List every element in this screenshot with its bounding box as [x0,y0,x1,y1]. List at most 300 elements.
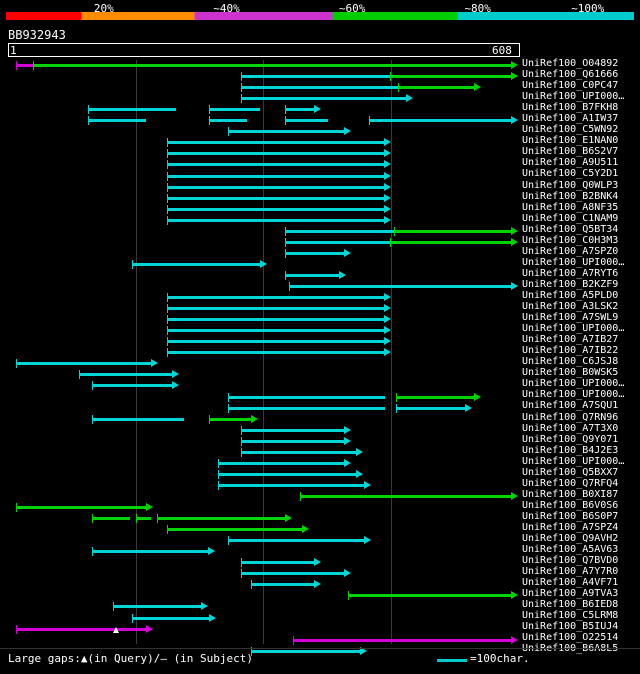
alignment-row[interactable] [8,635,518,646]
query-ruler [8,43,520,57]
segment-start-tick [113,602,114,611]
hit-label[interactable]: UniRef100_Q7RFQ4 [522,477,619,489]
segment-start-tick [369,116,370,125]
direction-arrow [384,172,391,180]
direction-arrow [384,326,391,334]
alignment-segment [88,119,147,122]
hit-label[interactable]: UniRef100_B0WSK5 [522,367,619,379]
hit-label[interactable]: UniRef100_C0PC47 [522,80,619,92]
alignment-segment [218,473,356,476]
alignment-row[interactable] [8,568,518,579]
segment-start-tick [209,116,210,125]
alignment-segment [167,351,383,354]
hit-label[interactable]: UniRef100_Q61666 [522,69,619,81]
direction-arrow [314,580,321,588]
direction-arrow [384,183,391,191]
hit-label[interactable]: UniRef100_A9TVA3 [522,588,619,600]
segment-start-tick [167,293,168,302]
legend-tick-label: ~100% [571,2,605,15]
hit-label[interactable]: UniRef100_C5WN92 [522,124,619,136]
alignment-row[interactable] [8,601,518,612]
direction-arrow [344,426,351,434]
segment-start-tick [92,514,93,523]
direction-arrow [511,116,518,124]
hit-label[interactable]: UniRef100_O22514 [522,632,619,644]
direction-arrow [465,404,472,412]
segment-start-tick [33,61,34,70]
hit-label[interactable]: UniRef100_UPI000… [522,323,625,335]
hit-label[interactable]: UniRef100_C0H3M3 [522,234,619,246]
direction-arrow [384,205,391,213]
direction-arrow [384,216,391,224]
hit-label[interactable]: UniRef100_Q5BT34 [522,223,619,235]
direction-arrow [314,105,321,113]
alignment-row[interactable] [8,303,518,314]
alignment-row[interactable] [8,414,518,425]
hit-label[interactable]: UniRef100_A4VF71 [522,577,619,589]
hit-label[interactable]: UniRef100_E1NAN0 [522,135,619,147]
direction-arrow [511,61,518,69]
alignment-row[interactable] [8,292,518,303]
alignment-row[interactable] [8,171,518,182]
direction-arrow [384,293,391,301]
alignment-segment [167,175,383,178]
query-gap-marker [113,627,119,633]
alignment-row[interactable] [8,270,518,281]
alignment-segment [285,252,344,255]
hit-label[interactable]: UniRef100_UPI000… [522,455,625,467]
alignment-segment [398,86,473,89]
segment-start-tick [348,591,349,600]
footer [0,648,640,674]
alignment-segment [369,119,512,122]
alignment-row[interactable] [8,491,518,502]
segment-start-tick [16,359,17,368]
hit-label[interactable]: UniRef100_B2KZF9 [522,278,619,290]
direction-arrow [384,194,391,202]
segment-start-tick [218,459,219,468]
direction-arrow [384,160,391,168]
hit-label[interactable]: UniRef100_B2BNK4 [522,190,619,202]
hit-label[interactable]: UniRef100_B6IED8 [522,599,619,611]
alignment-row[interactable] [8,82,518,93]
alignment-segment [348,594,512,597]
query-id: BB932943 [8,28,66,42]
direction-arrow [208,547,215,555]
alignment-row[interactable] [8,237,518,248]
alignment-segment [92,384,172,387]
segment-start-tick [241,83,242,92]
segment-start-tick [167,183,168,192]
hit-label[interactable]: UniRef100_B6S2V7 [522,146,619,158]
hit-label[interactable]: UniRef100_A7SPZ0 [522,245,619,257]
legend-tick-label: 20% [93,2,114,15]
alignment-segment [241,440,343,443]
alignment-segment [209,119,247,122]
segment-start-tick [218,481,219,490]
hit-label[interactable]: UniRef100_A7IB27 [522,334,619,346]
alignment-row[interactable] [8,447,518,458]
alignment-segment [167,141,383,144]
alignment-segment [209,108,259,111]
hit-label[interactable]: UniRef100_C1NAM9 [522,212,619,224]
alignment-row[interactable] [8,380,518,391]
alignment-row[interactable] [8,314,518,325]
direction-arrow [172,381,179,389]
alignment-segment [228,407,386,410]
hit-label[interactable]: UniRef100_A7SWL9 [522,312,619,324]
alignment-segment [241,429,343,432]
segment-start-tick [228,393,229,402]
alignment-row[interactable] [8,325,518,336]
query-start-label: 1 [10,44,17,57]
direction-arrow [511,282,518,290]
segment-start-tick [167,337,168,346]
hit-label[interactable]: UniRef100_A1IW37 [522,113,619,125]
segment-start-tick [167,149,168,158]
alignment-row[interactable] [8,248,518,259]
alignment-segment [241,86,398,89]
segment-start-tick [390,72,391,81]
alignment-segment [167,197,383,200]
hit-label[interactable]: UniRef100_A7IB22 [522,345,619,357]
alignment-row[interactable] [8,215,518,226]
segment-start-tick [394,227,395,236]
direction-arrow [384,138,391,146]
segment-start-tick [241,569,242,578]
hit-label-column [522,58,640,655]
alignment-segment [209,418,251,421]
segment-start-tick [167,205,168,214]
alignment-segment [167,219,383,222]
alignment-row[interactable] [8,535,518,546]
alignment-row[interactable] [8,392,518,403]
alignment-row[interactable] [8,469,518,480]
alignment-row[interactable] [8,60,518,71]
hit-label[interactable]: UniRef100_Q9AVH2 [522,533,619,545]
direction-arrow [344,437,351,445]
alignment-segment [132,263,260,266]
hit-label[interactable]: UniRef100_A7SPZ4 [522,521,619,533]
direction-arrow [201,602,208,610]
alignment-row[interactable] [8,259,518,270]
direction-arrow [356,448,363,456]
segment-start-tick [167,326,168,335]
direction-arrow [344,569,351,577]
hit-label[interactable]: UniRef100_B6S0P7 [522,510,619,522]
alignment-segment [289,285,511,288]
hit-label[interactable]: UniRef100_B0XI87 [522,488,619,500]
direction-arrow [384,348,391,356]
alignment-segment [167,186,383,189]
segment-start-tick [209,105,210,114]
alignment-segment [16,506,146,509]
hit-label[interactable]: UniRef100_UPI000… [522,378,625,390]
alignment-row[interactable] [8,369,518,380]
alignment-segment [285,274,340,277]
hit-label[interactable]: UniRef100_Q7BVD0 [522,555,619,567]
direction-arrow [146,503,153,511]
segment-start-tick [167,525,168,534]
hit-label[interactable]: UniRef100_A8NF35 [522,201,619,213]
alignment-segment [285,108,314,111]
hit-label[interactable]: UniRef100_Q9Y071 [522,433,619,445]
segment-start-tick [241,558,242,567]
alignment-segment [228,396,386,399]
segment-start-tick [92,547,93,556]
alignment-row[interactable] [8,204,518,215]
segment-start-tick [167,348,168,357]
direction-arrow [356,470,363,478]
segment-start-tick [92,381,93,390]
segment-start-tick [241,437,242,446]
direction-arrow [344,459,351,467]
alignment-segment [285,119,329,122]
direction-arrow [344,249,351,257]
segment-start-tick [228,404,229,413]
alignment-segment [136,517,151,520]
alignment-row[interactable] [8,336,518,347]
segment-start-tick [88,105,89,114]
direction-arrow [511,636,518,644]
hit-label[interactable]: UniRef100_C6JSJ8 [522,356,619,368]
alignment-segment [300,495,511,498]
legend-tick-label: ~40% [213,2,240,15]
direction-arrow [511,591,518,599]
segment-start-tick [92,415,93,424]
hit-label[interactable]: UniRef100_A7T3X0 [522,422,619,434]
alignment-segment [390,241,512,244]
alignment-segment [390,75,512,78]
segment-start-tick [396,393,397,402]
segment-start-tick [132,260,133,269]
alignment-segment [394,230,511,233]
hit-label[interactable]: UniRef100_B7FKH8 [522,102,619,114]
alignment-row[interactable] [8,182,518,193]
hit-label[interactable]: UniRef100_A3LSK2 [522,301,619,313]
alignment-row[interactable] [8,524,518,535]
segment-start-tick [16,503,17,512]
alignment-row[interactable] [8,347,518,358]
segment-start-tick [16,61,17,70]
scale-bar [437,659,467,662]
alignment-segment [167,528,301,531]
direction-arrow [384,149,391,157]
alignment-segment [228,130,344,133]
alignment-row[interactable] [8,226,518,237]
alignment-row[interactable] [8,115,518,126]
alignment-row[interactable] [8,71,518,82]
alignment-segment [33,64,511,67]
alignment-segment [241,572,343,575]
segment-start-tick [396,404,397,413]
hit-label[interactable]: UniRef100_A7SQU1 [522,400,619,412]
segment-start-tick [285,116,286,125]
alignment-segment [285,241,390,244]
hit-label[interactable]: UniRef100_UPI000… [522,389,625,401]
direction-arrow [314,558,321,566]
segment-start-tick [88,116,89,125]
segment-start-tick [167,315,168,324]
alignment-segment [167,340,383,343]
direction-arrow [260,260,267,268]
direction-arrow [384,337,391,345]
alignment-segment [167,208,383,211]
alignment-segment [16,64,33,67]
hit-label[interactable]: UniRef100_A5AV63 [522,544,619,556]
direction-arrow [172,370,179,378]
alignment-segment [113,605,201,608]
direction-arrow [344,127,351,135]
segment-start-tick [285,227,286,236]
hit-label[interactable]: UniRef100_B5IUJ4 [522,621,619,633]
segment-start-tick [241,448,242,457]
direction-arrow [364,481,371,489]
alignment-row[interactable] [8,624,518,635]
alignment-segment [92,517,130,520]
alignment-row[interactable] [8,613,518,624]
alignment-segment [218,462,344,465]
alignment-segment [167,329,383,332]
direction-arrow [474,393,481,401]
segment-start-tick [289,282,290,291]
direction-arrow [384,304,391,312]
alignment-row[interactable] [8,513,518,524]
hit-label[interactable]: UniRef100_Q7RN96 [522,411,619,423]
hit-label[interactable]: UniRef100_B6V0S6 [522,499,619,511]
alignment-segment [16,362,150,365]
alignment-segment [167,163,383,166]
footer-divider [0,648,640,649]
segment-start-tick [241,426,242,435]
alignment-segment [241,97,406,100]
hit-label[interactable]: UniRef100_A7Y7R0 [522,566,619,578]
segment-start-tick [16,625,17,634]
direction-arrow [511,72,518,80]
alignment-row[interactable] [8,137,518,148]
alignment-row[interactable] [8,281,518,292]
alignment-segment [167,318,383,321]
alignment-row[interactable] [8,557,518,568]
segment-start-tick [132,614,133,623]
alignment-segment [251,583,314,586]
direction-arrow [474,83,481,91]
alignment-segment [241,451,356,454]
alignment-row[interactable] [8,126,518,137]
alignment-segment [92,550,208,553]
segment-start-tick [167,138,168,147]
hit-label[interactable]: UniRef100_A9U511 [522,157,619,169]
segment-start-tick [398,83,399,92]
scale-label: =100char. [470,652,530,665]
segment-start-tick [167,172,168,181]
alignment-segment [79,373,171,376]
direction-arrow [364,536,371,544]
alignment-plot [8,60,518,644]
hit-label[interactable]: UniRef100_UPI000… [522,256,625,268]
alignment-segment [167,307,383,310]
alignment-segment [293,639,511,642]
direction-arrow [406,94,413,102]
hit-label[interactable]: UniRef100_O04892 [522,58,619,69]
alignment-segment [241,561,314,564]
alignment-row[interactable] [8,403,518,414]
hit-label[interactable]: UniRef100_B4J2E3 [522,444,619,456]
hit-label[interactable]: UniRef100_Q5BXX7 [522,466,619,478]
alignment-segment [167,152,383,155]
segment-start-tick [300,492,301,501]
segment-start-tick [241,94,242,103]
direction-arrow [302,525,309,533]
hit-label[interactable]: UniRef100_A7RYT6 [522,267,619,279]
segment-start-tick [167,160,168,169]
direction-arrow [511,492,518,500]
segment-start-tick [209,415,210,424]
segment-start-tick [285,105,286,114]
alignment-row[interactable] [8,579,518,590]
alignment-segment [92,418,184,421]
alignment-row[interactable] [8,193,518,204]
direction-arrow [151,359,158,367]
alignment-row[interactable] [8,436,518,447]
direction-arrow [285,514,292,522]
alignment-row[interactable] [8,480,518,491]
alignment-row[interactable] [8,104,518,115]
segment-start-tick [79,370,80,379]
segment-start-tick [228,127,229,136]
alignment-row[interactable] [8,148,518,159]
segment-start-tick [167,216,168,225]
hit-label[interactable]: UniRef100_C5LRM8 [522,610,619,622]
alignment-segment [396,407,466,410]
alignment-segment [132,617,209,620]
segment-start-tick [285,249,286,258]
alignment-row[interactable] [8,502,518,513]
alignment-row[interactable] [8,358,518,369]
alignment-segment [396,396,474,399]
legend-tick-label: ~80% [464,2,491,15]
alignment-segment [16,628,146,631]
alignment-row[interactable] [8,93,518,104]
hit-label[interactable]: UniRef100_Q0WLP3 [522,179,619,191]
alignment-segment [218,484,365,487]
segment-start-tick [136,514,137,523]
alignment-row[interactable] [8,159,518,170]
direction-arrow [384,315,391,323]
segment-start-tick [167,304,168,313]
alignment-row[interactable] [8,590,518,601]
alignment-segment [157,517,285,520]
direction-arrow [511,238,518,246]
alignment-row[interactable] [8,458,518,469]
segment-start-tick [285,271,286,280]
direction-arrow [209,614,216,622]
hit-label[interactable]: UniRef100_C5Y2D1 [522,168,619,180]
hit-label[interactable]: UniRef100_UPI000… [522,91,625,103]
legend-tick-label: ~60% [338,2,366,15]
direction-arrow [251,415,258,423]
segment-start-tick [167,194,168,203]
alignment-row[interactable] [8,425,518,436]
segment-start-tick [157,514,158,523]
alignment-row[interactable] [8,546,518,557]
direction-arrow [146,625,153,633]
segment-start-tick [228,536,229,545]
alignment-segment [88,108,176,111]
direction-arrow [339,271,346,279]
hit-label[interactable]: UniRef100_A5PLD0 [522,289,619,301]
alignment-segment [228,539,365,542]
